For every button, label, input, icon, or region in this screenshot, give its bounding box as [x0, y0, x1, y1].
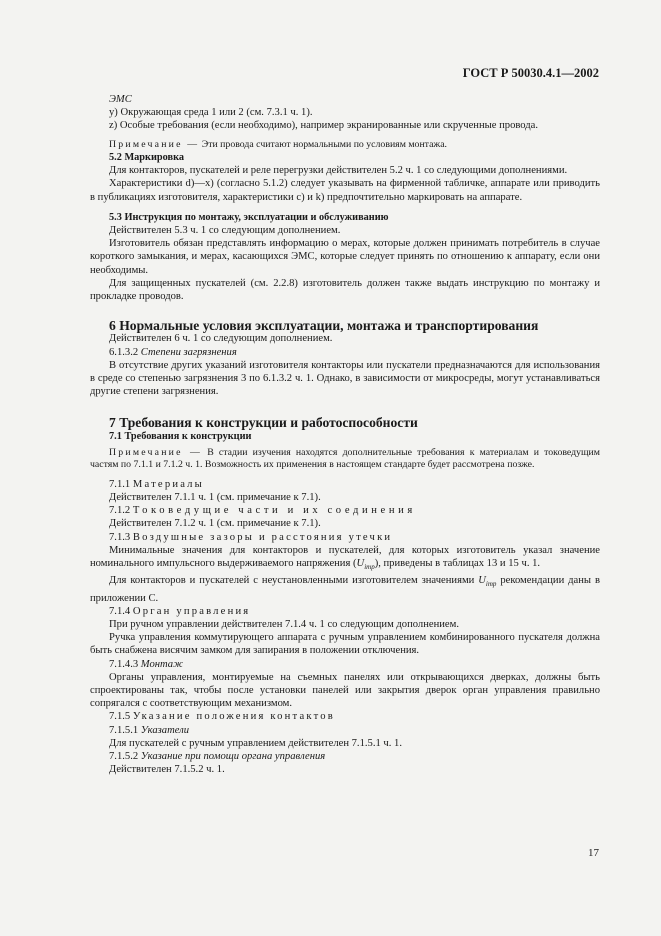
- paragraph: Действителен 7.1.1 ч. 1 (см. примечание к 7.1).: [109, 491, 321, 503]
- subsection-6-1-3-2: [90, 346, 600, 359]
- uimp-symbol: $U_{imp}$: [478, 575, 497, 589]
- paragraph: Для пускателей с ручным управлением действителен 7.1.5.1 ч. 1.: [109, 737, 402, 749]
- paragraph: Органы управления, монтируемые на съемных панелях или открывающихся дверках, должны быть спроектированы так, чтобы после установки панелей или закрытия дверок орган управления правильно сопрягался с соответствующим механизмом.: [90, 671, 600, 710]
- clause-title: Токоведущие части и их соединения: [132, 505, 416, 517]
- note-text: Эти провода считают нормальными по условиям монтажа.: [199, 138, 447, 150]
- list-item-z: z) Особые требования (если необходимо), например экранированные или скрученные провода.: [109, 120, 539, 132]
- section-5-2-heading: 5.2 Маркировка: [109, 152, 185, 164]
- clause-number: 7.1.5: [109, 711, 133, 723]
- paragraph: В отсутствие других указаний изготовителя контакторы или пускатели предназначаются для использования в среде со степенью загрязнения 3 по 6.1.3.2 ч. 1. Однако, в зависимости от микросреды, могут устанавливаться другие степени загрязнения.: [90, 359, 600, 398]
- clause-title: Материалы: [132, 478, 204, 490]
- paragraph: Минимальные значения для контакторов и пускателей, для которых изготовитель указал значение номинального импульсного выдерживаемого напряжения $(U_{imp})$, приведены в таблицах 13 и 15 ч. 1.: [90, 544, 600, 572]
- clause-title: Указатели: [140, 724, 190, 736]
- clause-title: Указание при помощи органа управления: [140, 750, 326, 762]
- chapter-6-heading: 6 Нормальные условия эксплуатации, монтажа и транспортирования: [109, 318, 539, 334]
- paragraph: Характеристики d)—x) (согласно 5.1.2) следует указывать на фирменной табличке, аппарате или приводить в публикациях изготовителя, характеристики с) и k) предпочтительно маркировать на аппарате.: [90, 178, 600, 203]
- note-text: В стадии изучения находятся дополнительные требования к материалам и токоведущим частям по 7.1.1 и 7.1.2 ч. 1. Возможность их применения в настоящем стандарте будет рассмотрена позже.: [90, 446, 600, 471]
- page-number: 17: [588, 847, 599, 859]
- paragraph: Для защищенных пускателей (см. 2.2.8) изготовитель должен также выдать инструкцию по монтажу и прокладке проводов.: [90, 277, 600, 303]
- paragraph: Ручка управления коммутирующего аппарата с ручным управлением комбинированного пускателя должна быть снабжена висячим замком для запирания в положении отключения.: [90, 632, 600, 657]
- clause-number: 7.1.4.3: [109, 658, 141, 670]
- paragraph: Изготовитель обязан представлять информацию о мерах, которые должен принимать потребитель в случае короткого замыкания, и мерах, касающихся ЭМС, которые следует принять по отношению к аппарату, если они необходимы.: [90, 238, 600, 276]
- list-item-y: y) Окружающая среда 1 или 2 (см. 7.3.1 ч. 1).: [109, 107, 313, 119]
- paragraph: Действителен 7.1.5.2 ч. 1.: [109, 764, 225, 776]
- paragraph: Для контакторов, пускателей и реле перегрузки действителен 5.2 ч. 1 со следующими дополнениями.: [109, 165, 568, 177]
- clause-number: 7.1.5.1: [109, 724, 141, 736]
- clause-number: 7.1.1: [109, 478, 133, 490]
- chapter-7-heading: 7 Требования к конструкции и работоспособности: [109, 415, 418, 431]
- clause-7-1-1: [90, 478, 600, 491]
- standard-header: ГОСТ Р 50030.4.1—2002: [462, 66, 599, 80]
- paragraph: Действителен 6 ч. 1 со следующим дополнением.: [109, 333, 333, 345]
- paragraph: Для контакторов и пускателей с неустановленными изготовителем значениями $U_{imp}$ рекомендации даны в приложении С.: [90, 575, 600, 604]
- section-7-1-heading: 7.1 Требования к конструкции: [109, 430, 252, 442]
- note-materials: [90, 447, 600, 472]
- clause-title: Монтаж: [140, 658, 183, 670]
- clause-number: 6.1.3.2: [109, 346, 141, 358]
- paragraph: Действителен 7.1.2 ч. 1 (см. примечание к 7.1).: [109, 518, 321, 530]
- page-content: [90, 93, 600, 776]
- paragraph: При ручном управлении действителен 7.1.4 ч. 1 со следующим дополнением.: [109, 618, 459, 630]
- uimp-symbol: $U_{imp}$: [356, 557, 375, 572]
- clause-title: Указание положения контактов: [132, 711, 335, 723]
- emc-label: ЭМС: [109, 94, 132, 105]
- note-wiring: [90, 139, 600, 151]
- clause-title: Орган управления: [132, 605, 251, 617]
- clause-7-1-3: [90, 531, 600, 544]
- note-label: Примечание —: [109, 446, 203, 458]
- clause-number: 7.1.3: [109, 531, 133, 543]
- paragraph: Действителен 5.3 ч. 1 со следующим дополнением.: [109, 225, 341, 237]
- clause-number: 7.1.2: [109, 505, 133, 517]
- clause-7-1-4: [90, 605, 600, 618]
- clause-title: Степени загрязнения: [140, 346, 237, 358]
- clause-number: 7.1.5.2: [109, 750, 141, 762]
- clause-title: Воздушные зазоры и расстояния утечки: [132, 531, 393, 543]
- note-label: Примечание —: [109, 138, 200, 150]
- clause-7-1-5-2: [90, 750, 600, 763]
- clause-number: 7.1.4: [109, 605, 133, 617]
- clause-7-1-4-3: [90, 658, 600, 671]
- clause-7-1-5: [90, 710, 600, 723]
- section-5-3-heading: 5.3 Инструкция по монтажу, эксплуатации и обслуживанию: [109, 211, 389, 223]
- clause-7-1-5-1: [90, 724, 600, 737]
- clause-7-1-2: [90, 504, 600, 517]
